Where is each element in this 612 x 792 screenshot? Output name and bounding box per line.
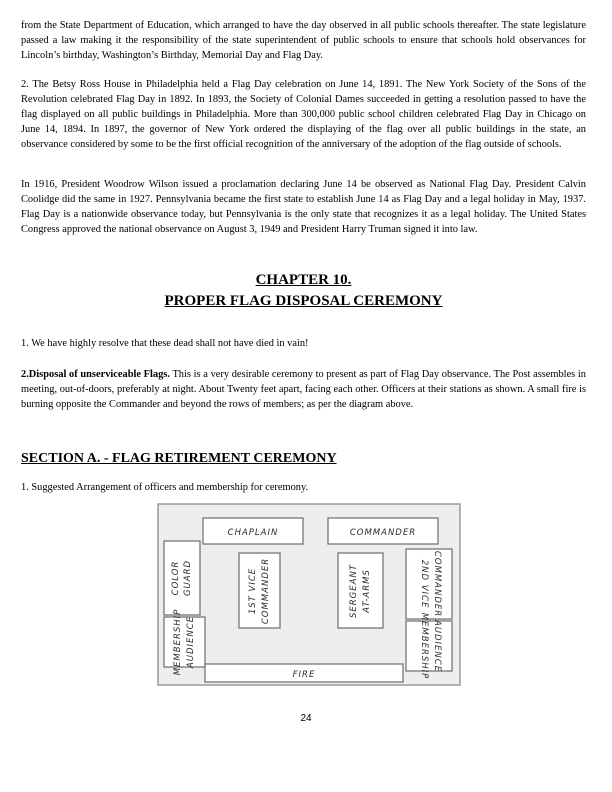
page-number: 24: [300, 713, 312, 724]
membership-left-box: [164, 617, 205, 667]
paragraph-national-flag-day: In 1916, President Woodrow Wilson issued a proclamation declaring June 14 be observed as National Flag Day. President Calvin Coolidge did the same in 1927. Pennsylvania became the first state to establish June 14 as Flag Day and a legal holiday in May, 1937. Flag Day is a nationwide observance today, but Pennsylvania is the only state that recognizes it as a legal holiday. The United States Congress approved the national observance on August 3, 1949 and President Harry Truman signed it into law.: [21, 179, 586, 235]
sergeant-label-2: AT-ARMS: [362, 569, 372, 613]
chapter-title: PROPER FLAG DISPOSAL CEREMONY: [164, 293, 443, 309]
paragraph-betsy-ross-house: 2. The Betsy Ross House in Philadelphia held a Flag Day celebration on June 14, 1891. The New York Society of the Sons of the Revolution celebrated Flag Day in 1892. In 1893, the Society of Colonial Dames succeeded in getting a resolution passed to have the flag displayed on all public buildings in Philadelphia. More than 300,000 public school children celebrated Flag Day in Chicago on June 14, 1894. In 1897, the governor of New York ordered the displaying of the flag over all public buildings in the state, an observance considered by some to be the first official recognition of the anniversary of the adoption of the flag outside of schools.: [21, 79, 586, 150]
first-vice-label-2: COMMANDER: [261, 557, 271, 625]
paragraph-disposal-body: This is a very desirable ceremony to present as part of Flag Day observance. The Post assembles in meeting, out-of-doors, preferably at night. About Twenty feet apart, facing each other. Officers at their stations as shown. A small fire is burning opposite the Commander and beyond the rows of members; as per the diagram above.: [21, 369, 586, 410]
membership-left-label-1: MEMBERSHIP: [173, 608, 183, 676]
color-guard-label-1: COLOR: [171, 560, 181, 596]
membership-right-label-2: AUDIENCE: [432, 619, 442, 673]
membership-right-label-1: MEMBERSHIP: [419, 612, 429, 680]
second-vice-label-2: COMMANDER: [432, 550, 442, 618]
membership-left-label-2: AUDIENCE: [186, 615, 196, 669]
color-guard-box: [164, 541, 200, 615]
second-vice-label-1: 2ND VICE: [419, 559, 429, 609]
paragraph-disposal: [21, 367, 586, 412]
paragraph-state-education: from the State Department of Education, which arranged to have the day observed in all public schools thereafter. The state legislature passed a law making it the responsibility of the state superintendent of public schools to ensure that schools hold observances for Lincoln’s birthday, Washington’s Birthday, Memorial Day and Flag Day.: [21, 20, 586, 61]
fire-label: FIRE: [292, 670, 316, 680]
color-guard-label-2: GUARD: [183, 559, 193, 597]
section-heading: SECTION A. - FLAG RETIREMENT CEREMONY: [21, 451, 337, 466]
commander-label: COMMANDER: [349, 528, 417, 538]
paragraph-resolve: 1. We have highly resolve that these dead shall not have died in vain!: [21, 338, 309, 349]
chapter-number: CHAPTER 10.: [255, 272, 352, 288]
paragraph-arrangement: 1. Suggested Arrangement of officers and membership for ceremony.: [21, 482, 309, 493]
chaplain-label: CHAPLAIN: [227, 528, 279, 538]
first-vice-label-1: 1ST VICE: [248, 567, 258, 615]
paragraph-disposal-lead: 2.Disposal of unserviceable Flags.: [21, 369, 170, 380]
ceremony-arrangement-diagram: [157, 503, 461, 686]
chapter-heading: [21, 270, 586, 312]
sergeant-label-1: SERGEANT: [349, 564, 359, 618]
first-vice-commander-box: [239, 553, 280, 628]
sergeant-at-arms-box: [338, 553, 383, 628]
